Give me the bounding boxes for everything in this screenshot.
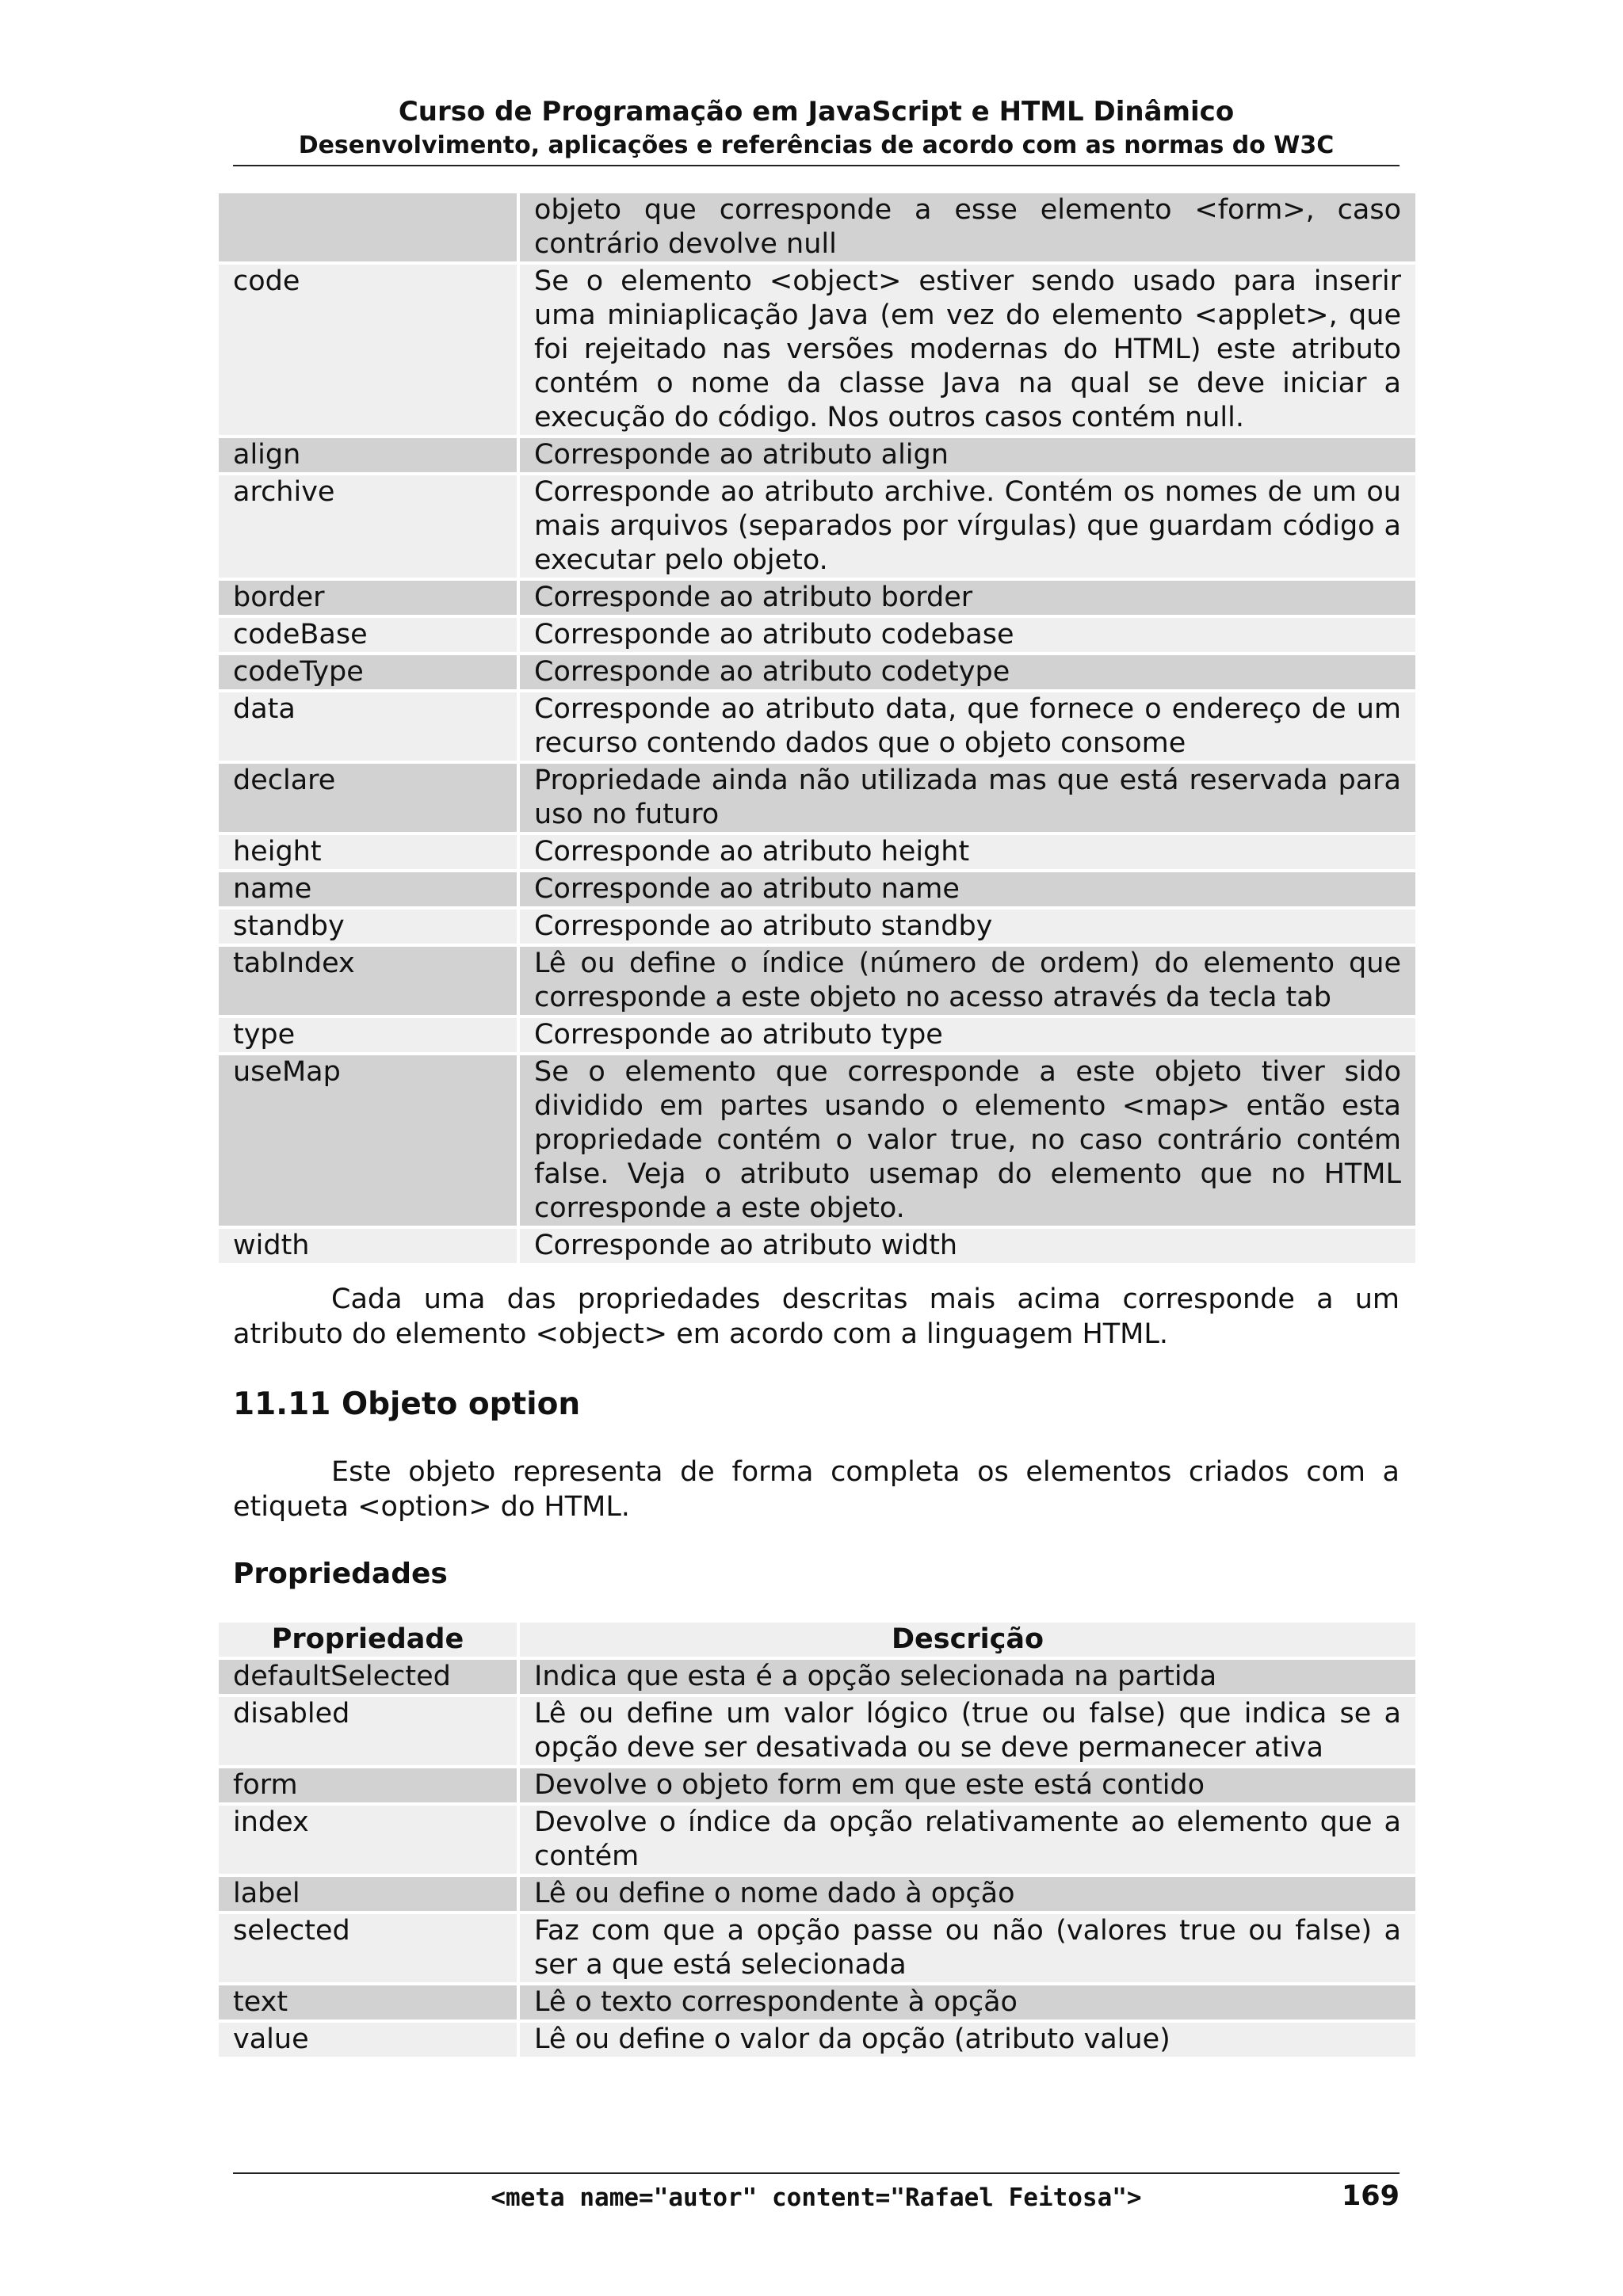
property-name: codeType bbox=[219, 655, 517, 689]
property-name: codeBase bbox=[219, 618, 517, 652]
property-name: text bbox=[219, 1985, 517, 2019]
property-name: declare bbox=[219, 764, 517, 832]
table-row bbox=[219, 835, 1415, 869]
table-row bbox=[219, 1697, 1415, 1765]
property-description: Lê o texto correspondente à opção bbox=[517, 1985, 1415, 2019]
footer-meta-tag: <meta name="autor" content="Rafael Feitosa"> bbox=[491, 2183, 1142, 2212]
property-name: border bbox=[219, 581, 517, 615]
table-header-row bbox=[219, 1623, 1415, 1657]
property-name: disabled bbox=[219, 1697, 517, 1765]
property-description: Lê ou define o nome dado à opção bbox=[517, 1877, 1415, 1911]
paragraph-text: Este objeto representa de forma completa os elementos criados com a etiqueta <option> do HTML. bbox=[233, 1456, 1400, 1523]
property-name: height bbox=[219, 835, 517, 869]
table-row bbox=[219, 1660, 1415, 1694]
property-description: Corresponde ao atributo border bbox=[517, 581, 1415, 615]
property-description: Lê ou define um valor lógico (true ou false) que indica se a opção deve ser desativada ou se deve permanecer ativa bbox=[517, 1697, 1415, 1765]
property-description: Corresponde ao atributo name bbox=[517, 872, 1415, 906]
property-name: label bbox=[219, 1877, 517, 1911]
header-subtitle: Desenvolvimento, aplicações e referências de acordo com as normas do W3C bbox=[298, 132, 1335, 159]
table-row bbox=[219, 618, 1415, 652]
page-number: 169 bbox=[1341, 2180, 1400, 2212]
table-row bbox=[219, 947, 1415, 1015]
table-row bbox=[219, 1768, 1415, 1802]
table-row bbox=[219, 581, 1415, 615]
property-name: useMap bbox=[219, 1055, 517, 1226]
property-description: Indica que esta é a opção selecionada na partida bbox=[517, 1660, 1415, 1694]
table-row bbox=[219, 1018, 1415, 1052]
column-header-description: Descrição bbox=[517, 1623, 1415, 1657]
table-row bbox=[219, 1229, 1415, 1263]
property-description: Corresponde ao atributo archive. Contém os nomes de um ou mais arquivos (separados por vírgulas) que guardam código a executar pelo objeto. bbox=[517, 475, 1415, 578]
page-header bbox=[233, 93, 1400, 166]
property-description: Propriedade ainda não utilizada mas que está reservada para uso no futuro bbox=[517, 764, 1415, 832]
property-name: archive bbox=[219, 475, 517, 578]
property-name: standby bbox=[219, 910, 517, 944]
table-row bbox=[219, 1914, 1415, 1982]
property-name: tabIndex bbox=[219, 947, 517, 1015]
properties-subheading: Propriedades bbox=[233, 1558, 448, 1590]
property-description: Faz com que a opção passe ou não (valores true ou false) a ser a que está selecionada bbox=[517, 1914, 1415, 1982]
property-name: align bbox=[219, 438, 517, 472]
property-name bbox=[219, 193, 517, 261]
table-row bbox=[219, 655, 1415, 689]
table-row bbox=[219, 1877, 1415, 1911]
table-row bbox=[219, 1985, 1415, 2019]
column-header-property: Propriedade bbox=[219, 1623, 517, 1657]
section-heading: 11.11 Objeto option bbox=[233, 1386, 581, 1422]
object-properties-table bbox=[219, 190, 1415, 1266]
table-row bbox=[219, 1055, 1415, 1226]
property-description: Corresponde ao atributo standby bbox=[517, 910, 1415, 944]
property-name: name bbox=[219, 872, 517, 906]
property-description: Se o elemento que corresponde a este objeto tiver sido dividido em partes usando o elemento <map> então esta propriedade contém o valor true, no caso contrário contém false. Veja o atributo usemap do elemento que no HTML corresponde a este objeto. bbox=[517, 1055, 1415, 1226]
property-description: objeto que corresponde a esse elemento <form>, caso contrário devolve null bbox=[517, 193, 1415, 261]
table-row bbox=[219, 910, 1415, 944]
property-description: Corresponde ao atributo codebase bbox=[517, 618, 1415, 652]
property-description: Corresponde ao atributo width bbox=[517, 1229, 1415, 1263]
property-description: Lê ou define o índice (número de ordem) do elemento que corresponde a este objeto no acesso através da tecla tab bbox=[517, 947, 1415, 1015]
property-description: Corresponde ao atributo type bbox=[517, 1018, 1415, 1052]
property-description: Devolve o índice da opção relativamente ao elemento que a contém bbox=[517, 1806, 1415, 1874]
header-title: Curso de Programação em JavaScript e HTML Dinâmico bbox=[398, 96, 1235, 128]
paragraph-text: Cada uma das propriedades descritas mais acima corresponde a um atributo do elemento <object> em acordo com a linguagem HTML. bbox=[233, 1283, 1400, 1350]
property-description: Corresponde ao atributo codetype bbox=[517, 655, 1415, 689]
property-name: type bbox=[219, 1018, 517, 1052]
table-row bbox=[219, 193, 1415, 261]
property-name: width bbox=[219, 1229, 517, 1263]
property-name: form bbox=[219, 1768, 517, 1802]
table-row bbox=[219, 764, 1415, 832]
property-name: selected bbox=[219, 1914, 517, 1982]
table-row bbox=[219, 2023, 1415, 2057]
property-description: Devolve o objeto form em que este está contido bbox=[517, 1768, 1415, 1802]
page-footer bbox=[233, 2172, 1400, 2222]
option-properties-table bbox=[219, 1619, 1415, 2060]
object-summary-paragraph bbox=[233, 1282, 1400, 1352]
property-name: index bbox=[219, 1806, 517, 1874]
table-row bbox=[219, 438, 1415, 472]
property-name: code bbox=[219, 265, 517, 435]
table-row bbox=[219, 872, 1415, 906]
property-name: value bbox=[219, 2023, 517, 2057]
property-description: Corresponde ao atributo height bbox=[517, 835, 1415, 869]
section-intro-paragraph bbox=[233, 1455, 1400, 1524]
property-description: Lê ou define o valor da opção (atributo value) bbox=[517, 2023, 1415, 2057]
property-name: data bbox=[219, 692, 517, 761]
table-row bbox=[219, 692, 1415, 761]
table-row bbox=[219, 265, 1415, 435]
property-description: Corresponde ao atributo align bbox=[517, 438, 1415, 472]
table-row bbox=[219, 1806, 1415, 1874]
table-row bbox=[219, 475, 1415, 578]
property-description: Corresponde ao atributo data, que fornece o endereço de um recurso contendo dados que o objeto consome bbox=[517, 692, 1415, 761]
property-description: Se o elemento <object> estiver sendo usado para inserir uma miniaplicação Java (em vez do elemento <applet>, que foi rejeitado nas versões modernas do HTML) este atributo contém o nome da classe Java na qual se deve iniciar a execução do código. Nos outros casos contém null. bbox=[517, 265, 1415, 435]
property-name: defaultSelected bbox=[219, 1660, 517, 1694]
